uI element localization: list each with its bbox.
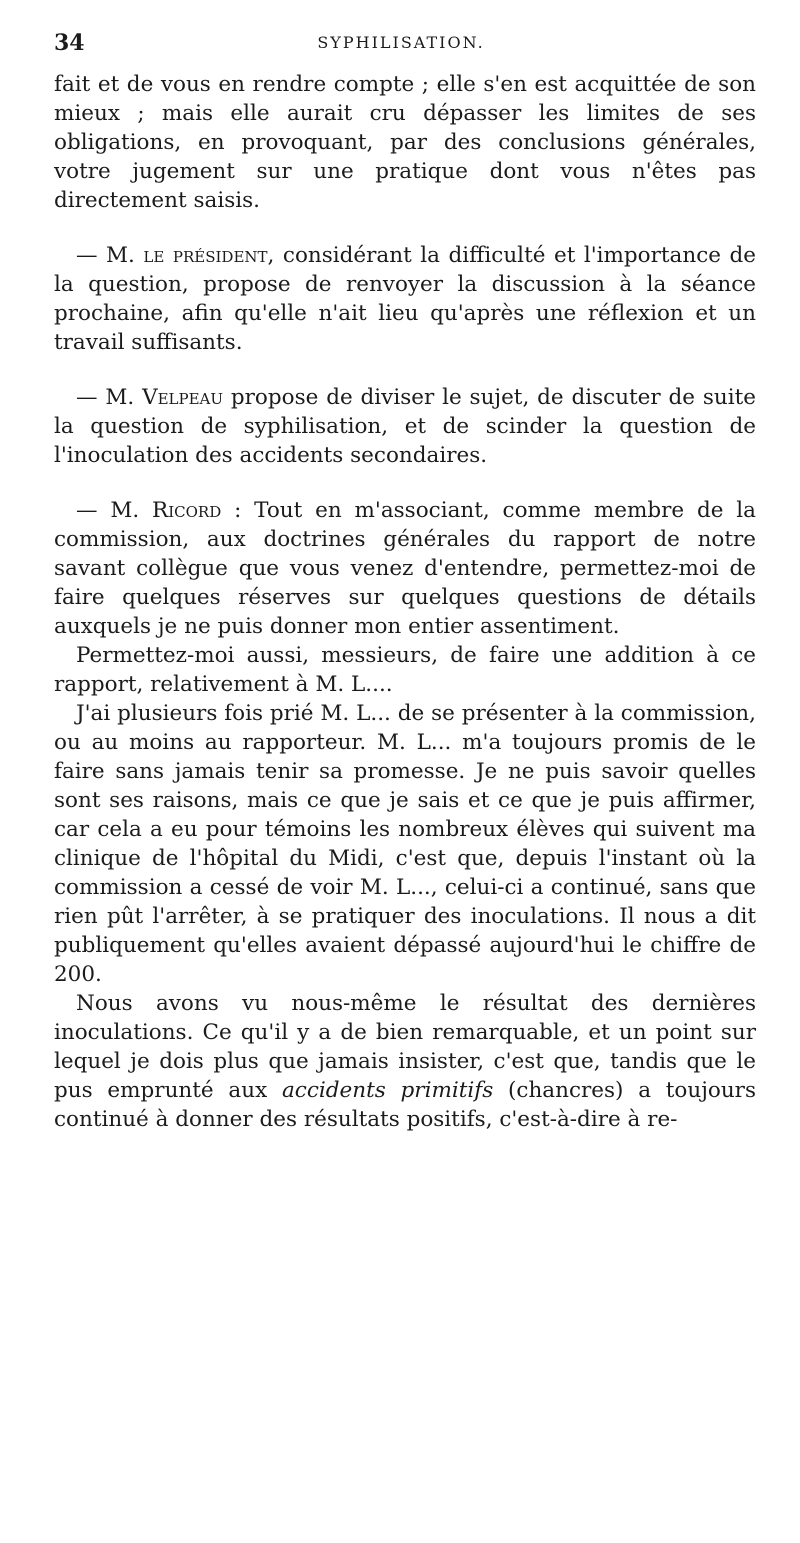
paragraph-velpeau-text: propose de diviser le sujet, de discuter de suite la question de syphilisation, et de scinder la question de l'inoculation des accidents secondaires.: [54, 385, 757, 468]
paragraph-inoculations: J'ai plusieurs fois prié M. L... de se présenter à la commission, ou au moins au rapporteur. M. L... m'a toujours promis de le faire sans jamais tenir sa promesse. Je ne puis savoir quelles sont ses raisons, mais ce que je sais et ce que je puis affirmer, car cela a eu pour témoins les nombreux élèves qui suivent ma clinique de l'hôpital du Midi, c'est que, depuis l'instant où la commission a cessé de voir M. L..., celui-ci a continué, sans que rien pût l'arrêter, à se pratiquer des inoculations. Il nous a dit publiquement qu'elles avaient dépassé aujourd'hui le chiffre de 200.: [54, 701, 756, 987]
paragraph-results-start: Nous avons vu nous-même le résultat des dernières inoculations. Ce qu'il y a de bien remarquable, et un point sur lequel je dois plus que jamais insister, c'est que, tandis que le pus emprunté aux: [54, 991, 756, 1103]
running-title: SYPHILISATION.: [317, 33, 485, 52]
speaker-velpeau: M. Velpeau: [105, 385, 224, 410]
speaker-ricord: M. Ricord: [110, 498, 222, 523]
page-header: [46, 30, 756, 70]
paragraph-continuation: fait et de vous en rendre compte ; elle s'en est acquittée de son mieux ; mais elle aurait cru dépasser les limites de ses obligations, en provoquant, par des conclusions générales, votre jugement sur une pratique dont vous n'êtes pas directement saisis.: [54, 72, 756, 213]
paragraph-results-end: (chancres) a toujours continué à donner des résultats positifs, c'est-à-dire à re-: [54, 1078, 756, 1132]
paragraph-president: — M. le président, considérant la difficulté et l'importance de la question, propose de renvoyer la discussion à la séance prochaine, afin qu'elle n'ait lieu qu'après une réflexion et un travail suffisants.: [54, 243, 757, 355]
paragraph-ricord-text: : Tout en m'associant, comme membre de la commission, aux doctrines générales du rapport de notre savant collègue que vous venez d'entendre, permettez-moi de faire quelques réserves sur quelques questions de détails auxquels je ne puis donner mon entier assentiment.: [54, 498, 756, 639]
paragraph-results: [54, 989, 756, 1134]
paragraph-ricord: — M. Ricord : Tout en m'associant, comme membre de la commission, aux doctrines générales du rapport de notre savant collègue que vous venez d'entendre, permettez-moi de faire quelques réserves sur quelques questions de détails auxquels je ne puis donner mon entier assentiment.: [54, 498, 756, 639]
speaker-president: M. le président: [106, 243, 268, 268]
book-page: [46, 30, 756, 1134]
page-number: 34: [54, 30, 85, 56]
body-text: [46, 70, 756, 1134]
paragraph-addition: Permettez-moi aussi, messieurs, de faire une addition à ce rapport, relativement à M. L....: [54, 643, 756, 697]
italic-term: accidents primitifs: [281, 1078, 494, 1103]
paragraph-president-text: , considérant la difficulté et l'importance de la question, propose de renvoyer la discussion à la séance prochaine, afin qu'elle n'ait lieu qu'après une réflexion et un travail suffisants.: [54, 243, 757, 355]
paragraph-velpeau: — M. Velpeau propose de diviser le sujet, de discuter de suite la question de syphilisation, et de scinder la question de l'inoculation des accidents secondaires.: [54, 385, 757, 468]
